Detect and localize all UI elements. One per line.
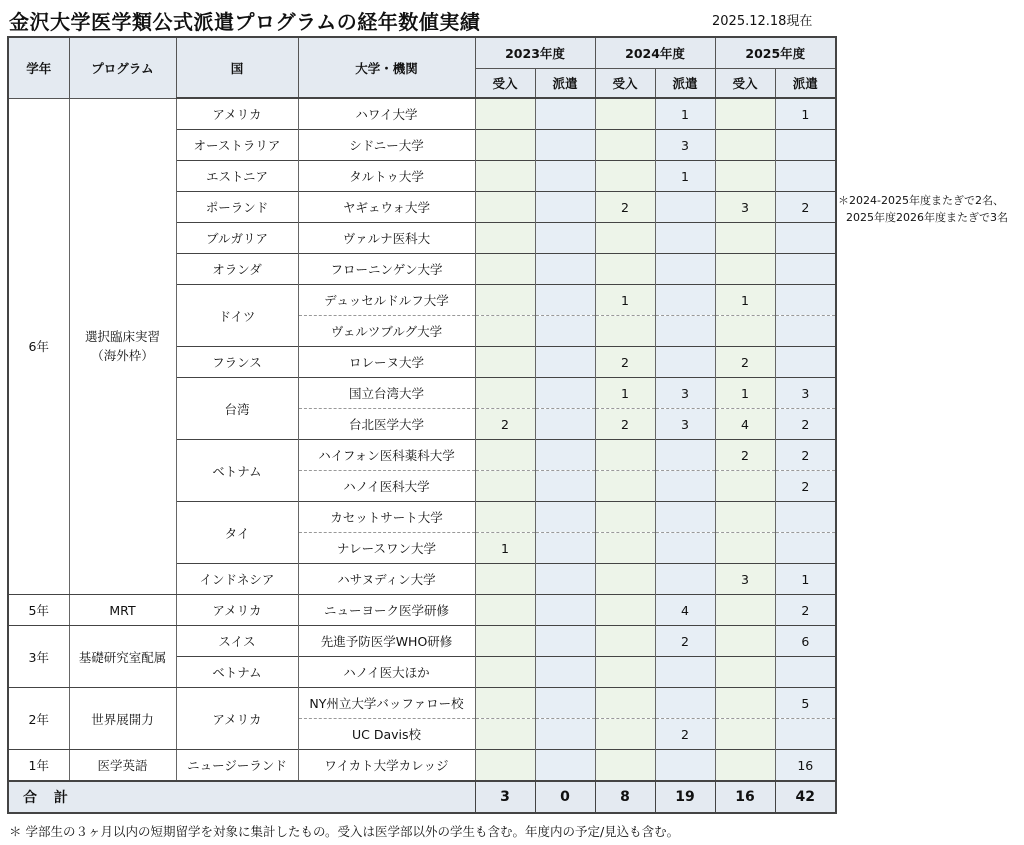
dispatch-value-cell: 1 — [655, 161, 715, 192]
country-cell: ポーランド — [176, 192, 298, 223]
dispatch-value-cell — [775, 657, 836, 688]
country-cell: ブルガリア — [176, 223, 298, 254]
accept-value-cell — [715, 533, 775, 564]
dispatch-value-cell — [655, 657, 715, 688]
dispatch-value-cell — [655, 750, 715, 782]
dispatch-value-cell: 2 — [775, 192, 836, 223]
table-row — [8, 626, 836, 657]
dispatch-value-cell: 3 — [775, 378, 836, 409]
dispatch-value-cell — [535, 285, 595, 316]
accept-value-cell — [595, 626, 655, 657]
side-note-line: ＊2024-2025年度またぎで2名、 — [838, 194, 1004, 207]
program-line: （海外枠） — [91, 348, 154, 364]
accept-value-cell — [715, 502, 775, 533]
accept-value-cell — [715, 130, 775, 161]
accept-value-cell — [715, 750, 775, 782]
col-header-dispatch: 派遣 — [535, 69, 595, 99]
accept-value-cell — [595, 688, 655, 719]
table-row — [8, 595, 836, 626]
university-cell: 先進予防医学WHO研修 — [298, 626, 475, 657]
accept-value-cell — [595, 719, 655, 750]
accept-value-cell: 3 — [715, 192, 775, 223]
accept-value-cell: 1 — [595, 285, 655, 316]
university-cell: ニューヨーク医学研修 — [298, 595, 475, 626]
dispatch-value-cell — [535, 347, 595, 378]
total-value-cell: 0 — [535, 781, 595, 813]
dispatch-value-cell — [535, 564, 595, 595]
accept-value-cell — [595, 533, 655, 564]
grade-cell: 5年 — [8, 595, 69, 626]
dispatch-value-cell — [535, 533, 595, 564]
accept-value-cell — [595, 440, 655, 471]
accept-value-cell: 2 — [475, 409, 535, 440]
dispatch-value-cell — [535, 719, 595, 750]
total-value-cell: 16 — [715, 781, 775, 813]
dispatch-value-cell: 1 — [775, 98, 836, 130]
accept-value-cell — [475, 440, 535, 471]
dispatch-value-cell — [535, 254, 595, 285]
dispatch-value-cell — [655, 688, 715, 719]
accept-value-cell — [715, 719, 775, 750]
country-cell: ドイツ — [176, 285, 298, 347]
accept-value-cell — [475, 719, 535, 750]
country-cell: ベトナム — [176, 440, 298, 502]
grade-cell: 1年 — [8, 750, 69, 782]
accept-value-cell — [475, 378, 535, 409]
accept-value-cell — [475, 502, 535, 533]
university-cell: フローニンゲン大学 — [298, 254, 475, 285]
accept-value-cell: 2 — [595, 192, 655, 223]
dispatch-value-cell — [655, 192, 715, 223]
dispatch-value-cell — [655, 316, 715, 347]
accept-value-cell — [715, 626, 775, 657]
col-header-dispatch: 派遣 — [775, 69, 836, 99]
accept-value-cell: 4 — [715, 409, 775, 440]
dispatch-value-cell — [535, 502, 595, 533]
country-cell: スイス — [176, 626, 298, 657]
country-cell: オランダ — [176, 254, 298, 285]
dispatch-value-cell — [535, 657, 595, 688]
total-value-cell: 42 — [775, 781, 836, 813]
dispatch-value-cell — [655, 223, 715, 254]
col-header-accept: 受入 — [595, 69, 655, 99]
table-row — [8, 750, 836, 782]
dispatch-value-cell — [655, 285, 715, 316]
country-cell: アメリカ — [176, 98, 298, 130]
university-cell: ヤギェウォ大学 — [298, 192, 475, 223]
as-of-date: 2025.12.18現在 — [712, 14, 813, 29]
country-cell: フランス — [176, 347, 298, 378]
program-cell: 世界展開力 — [69, 688, 176, 750]
country-cell: 台湾 — [176, 378, 298, 440]
country-cell: エストニア — [176, 161, 298, 192]
university-cell: ナレースワン大学 — [298, 533, 475, 564]
dispatch-value-cell: 3 — [655, 409, 715, 440]
side-note — [838, 192, 1008, 226]
dispatch-value-cell: 1 — [655, 98, 715, 130]
dispatch-value-cell: 3 — [655, 378, 715, 409]
accept-value-cell — [475, 471, 535, 502]
accept-value-cell — [595, 130, 655, 161]
grade-cell: 2年 — [8, 688, 69, 750]
table-row — [8, 98, 836, 130]
country-cell: オーストラリア — [176, 130, 298, 161]
accept-value-cell — [595, 657, 655, 688]
university-cell: 国立台湾大学 — [298, 378, 475, 409]
university-cell: デュッセルドルフ大学 — [298, 285, 475, 316]
university-cell: ハノイ医科大学 — [298, 471, 475, 502]
accept-value-cell: 2 — [595, 347, 655, 378]
accept-value-cell: 1 — [715, 285, 775, 316]
accept-value-cell — [475, 161, 535, 192]
program-cell — [69, 98, 176, 595]
university-cell: ハサヌディン大学 — [298, 564, 475, 595]
accept-value-cell — [475, 564, 535, 595]
dispatch-value-cell: 2 — [655, 626, 715, 657]
accept-value-cell — [475, 223, 535, 254]
accept-value-cell: 2 — [715, 347, 775, 378]
program-cell: 基礎研究室配属 — [69, 626, 176, 688]
accept-value-cell — [475, 688, 535, 719]
accept-value-cell: 1 — [595, 378, 655, 409]
dispatch-value-cell: 16 — [775, 750, 836, 782]
accept-value-cell — [595, 254, 655, 285]
dispatch-value-cell: 2 — [775, 471, 836, 502]
accept-value-cell — [715, 316, 775, 347]
dispatch-value-cell — [655, 471, 715, 502]
university-cell: NY州立大学バッファロー校 — [298, 688, 475, 719]
accept-value-cell — [475, 254, 535, 285]
accept-value-cell — [475, 285, 535, 316]
dispatch-value-cell — [775, 130, 836, 161]
col-header-accept: 受入 — [475, 69, 535, 99]
country-cell: ニュージーランド — [176, 750, 298, 782]
col-header-year-2024: 2024年度 — [595, 37, 715, 69]
accept-value-cell — [715, 657, 775, 688]
accept-value-cell — [595, 595, 655, 626]
accept-value-cell — [595, 98, 655, 130]
university-cell: タルトゥ大学 — [298, 161, 475, 192]
col-header-program: プログラム — [69, 37, 176, 98]
dispatch-value-cell: 6 — [775, 626, 836, 657]
dispatch-value-cell — [775, 254, 836, 285]
dispatch-value-cell — [775, 502, 836, 533]
university-cell: カセットサート大学 — [298, 502, 475, 533]
country-cell: ベトナム — [176, 657, 298, 688]
program-cell: MRT — [69, 595, 176, 626]
dispatch-value-cell: 1 — [775, 564, 836, 595]
dispatch-value-cell — [775, 533, 836, 564]
accept-value-cell — [595, 471, 655, 502]
dispatch-value-cell — [775, 285, 836, 316]
university-cell: ヴァルナ医科大 — [298, 223, 475, 254]
program-line: 選択臨床実習 — [84, 329, 160, 345]
dispatch-value-cell — [535, 440, 595, 471]
accept-value-cell — [715, 223, 775, 254]
dispatch-value-cell — [535, 688, 595, 719]
dispatch-value-cell — [535, 98, 595, 130]
dispatch-value-cell — [535, 626, 595, 657]
col-header-dispatch: 派遣 — [655, 69, 715, 99]
dispatch-value-cell — [535, 192, 595, 223]
dispatch-value-cell — [775, 223, 836, 254]
dispatch-value-cell — [535, 409, 595, 440]
accept-value-cell — [595, 564, 655, 595]
page-title: 金沢大学医学類公式派遣プログラムの経年数値実績 — [9, 10, 481, 34]
accept-value-cell — [715, 471, 775, 502]
university-cell: シドニー大学 — [298, 130, 475, 161]
university-cell: ワイカト大学カレッジ — [298, 750, 475, 782]
dispatch-value-cell — [655, 533, 715, 564]
accept-value-cell: 2 — [715, 440, 775, 471]
dispatch-value-cell: 3 — [655, 130, 715, 161]
university-cell: 台北医学大学 — [298, 409, 475, 440]
dispatch-value-cell — [655, 564, 715, 595]
col-header-grade: 学年 — [8, 37, 69, 98]
accept-value-cell — [475, 192, 535, 223]
accept-value-cell — [715, 98, 775, 130]
col-header-year-2025: 2025年度 — [715, 37, 836, 69]
results-table — [7, 36, 837, 814]
dispatch-value-cell — [655, 440, 715, 471]
dispatch-value-cell — [775, 316, 836, 347]
accept-value-cell: 3 — [715, 564, 775, 595]
accept-value-cell — [475, 657, 535, 688]
total-value-cell: 19 — [655, 781, 715, 813]
country-cell: タイ — [176, 502, 298, 564]
dispatch-value-cell — [535, 316, 595, 347]
university-cell: UC Davis校 — [298, 719, 475, 750]
table-row — [8, 688, 836, 719]
dispatch-value-cell: 2 — [775, 595, 836, 626]
grade-cell: 3年 — [8, 626, 69, 688]
accept-value-cell — [715, 161, 775, 192]
col-header-country: 国 — [176, 37, 298, 98]
footnote: ＊ 学部生の３ヶ月以内の短期留学を対象に集計したもの。受入は医学部以外の学生も含む。年度内の予定/見込も含む。 — [9, 824, 680, 839]
accept-value-cell — [595, 316, 655, 347]
accept-value-cell: 1 — [475, 533, 535, 564]
grade-cell: 6年 — [8, 98, 69, 595]
col-header-university: 大学・機関 — [298, 37, 475, 98]
accept-value-cell — [475, 130, 535, 161]
university-cell: ハノイ医大ほか — [298, 657, 475, 688]
accept-value-cell — [475, 347, 535, 378]
dispatch-value-cell — [655, 502, 715, 533]
dispatch-value-cell: 2 — [655, 719, 715, 750]
program-cell: 医学英語 — [69, 750, 176, 782]
total-label: 合 計 — [8, 781, 475, 813]
total-value-cell: 8 — [595, 781, 655, 813]
country-cell: アメリカ — [176, 688, 298, 750]
col-header-year-2023: 2023年度 — [475, 37, 595, 69]
country-cell: アメリカ — [176, 595, 298, 626]
university-cell: ロレーヌ大学 — [298, 347, 475, 378]
dispatch-value-cell: 4 — [655, 595, 715, 626]
col-header-accept: 受入 — [715, 69, 775, 99]
total-row — [8, 781, 836, 813]
dispatch-value-cell: 2 — [775, 409, 836, 440]
dispatch-value-cell — [655, 347, 715, 378]
university-cell: ヴェルツブルグ大学 — [298, 316, 475, 347]
dispatch-value-cell — [535, 471, 595, 502]
dispatch-value-cell — [775, 719, 836, 750]
dispatch-value-cell — [535, 161, 595, 192]
dispatch-value-cell: 2 — [775, 440, 836, 471]
total-value-cell: 3 — [475, 781, 535, 813]
accept-value-cell — [595, 223, 655, 254]
side-note-line: 2025年度2026年度またぎで3名 — [846, 211, 1008, 224]
country-cell: インドネシア — [176, 564, 298, 595]
dispatch-value-cell — [535, 595, 595, 626]
accept-value-cell: 2 — [595, 409, 655, 440]
dispatch-value-cell — [535, 750, 595, 782]
university-cell: ハイフォン医科薬科大学 — [298, 440, 475, 471]
accept-value-cell — [715, 595, 775, 626]
accept-value-cell — [475, 316, 535, 347]
accept-value-cell — [595, 750, 655, 782]
university-cell: ハワイ大学 — [298, 98, 475, 130]
dispatch-value-cell — [535, 130, 595, 161]
accept-value-cell — [595, 161, 655, 192]
dispatch-value-cell — [535, 378, 595, 409]
dispatch-value-cell — [775, 347, 836, 378]
dispatch-value-cell: 5 — [775, 688, 836, 719]
accept-value-cell — [475, 595, 535, 626]
accept-value-cell — [715, 688, 775, 719]
dispatch-value-cell — [775, 161, 836, 192]
accept-value-cell: 1 — [715, 378, 775, 409]
accept-value-cell — [715, 254, 775, 285]
accept-value-cell — [475, 626, 535, 657]
accept-value-cell — [475, 98, 535, 130]
accept-value-cell — [595, 502, 655, 533]
dispatch-value-cell — [535, 223, 595, 254]
dispatch-value-cell — [655, 254, 715, 285]
accept-value-cell — [475, 750, 535, 782]
